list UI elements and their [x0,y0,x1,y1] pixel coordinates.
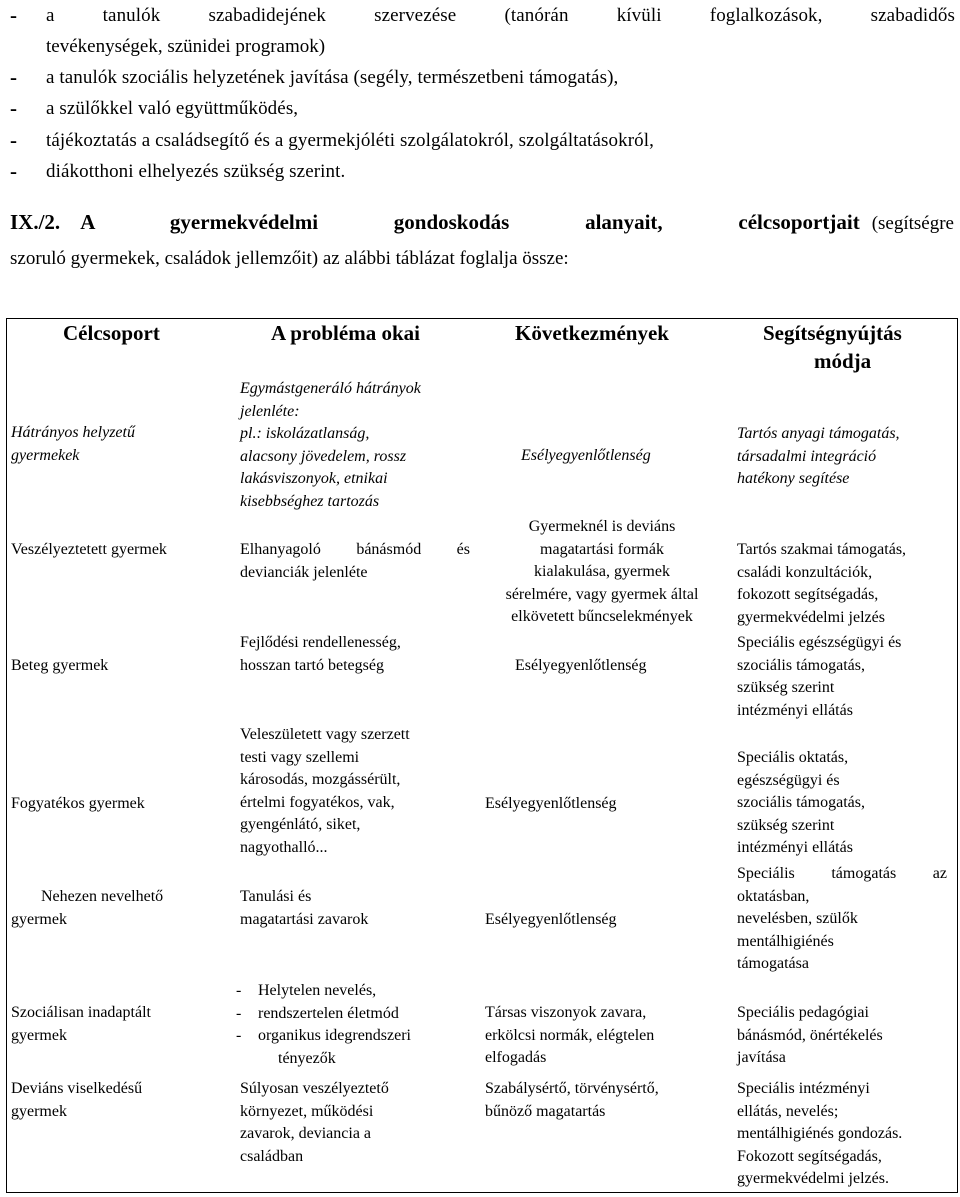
effect-cell: Esélyegyenlőtlenség [521,447,651,464]
help-cell: Speciális támogatás az oktatásban, nevelésben, szülők mentálhigiénés támogatása [737,865,947,972]
cause-cell: Tanulási és magatartási zavarok [240,888,369,928]
cause-cell: - Helytelen nevelés, - rendszertelen életmód - organikus idegrendszeri tényezők [236,982,411,1067]
group-cell: Fogyatékos gyermek [11,795,145,812]
cause-cell: Egymástgeneráló hátrányok jelenléte: pl.: iskolázatlanság, alacsony jövedelem, rossz lakásviszonyok, etnikai kisebbséghez tartozás [240,380,421,510]
effect-cell: Esélyegyenlőtlenség [485,795,617,812]
bullet-list [10,0,955,188]
help-cell: Tartós szakmai támogatás, családi konzultációk, fokozott segítségadás, gyermekvédelmi jelzés [737,541,907,626]
list-item: - diákotthoni elhelyezés szükség szerint. [10,159,346,183]
group-cell: Deviáns viselkedésű gyermek [11,1080,143,1120]
list-item: - a szülőkkel való együttműködés, [10,96,299,120]
header-celcsoport: Célcsoport [63,321,160,345]
help-cell: Speciális egészségügyi és szociális támogatás, szükség szerint intézményi ellátás [737,634,902,719]
effect-cell: Gyermeknél is deviáns magatartási formák kialakulása, gyermek sérelmére, vagy gyermek által elkövetett bűncselekmények [505,518,699,625]
cause-cell: Súlyosan veszélyeztető környezet, működési zavarok, deviancia a családban [240,1080,389,1165]
help-cell: Speciális oktatás, egészségügyi és szociális támogatás, szükség szerint intézményi ellátás [737,749,865,856]
header-problema-okai: A probléma okai [271,321,420,345]
list-item: - a tanulók szabadidejének szervezése (tanórán kívüli foglalkozások, szabadidős [10,3,955,27]
section-number: IX./2. [10,210,61,234]
cause-cell: Elhanyagoló bánásmód és devianciák jelenléte [240,541,470,581]
group-cell: Nehezen nevelhető gyermek [11,888,164,928]
help-cell: Speciális pedagógiai bánásmód, önértékelés javítása [737,1004,883,1066]
group-cell: Szociálisan inadaptált gyermek [11,1004,151,1044]
help-cell: Tartós anyagi támogatás, társadalmi integráció hatékony segítése [737,425,900,487]
cause-cell: Veleszületett vagy szerzett testi vagy szellemi károsodás, mozgássérült, értelmi fogyatékos, vak, gyengénlátó, siket, nagyothalló... [240,726,410,856]
list-item: - a tanulók szociális helyzetének javítása (segély, természetbeni támogatás), [10,64,619,89]
list-item: - tájékoztatás a családsegítő és a gyermekjóléti szolgálatokról, szolgáltatásokról, [10,127,654,152]
cause-cell: Fejlődési rendellenesség, hosszan tartó betegség [240,634,401,674]
section-title: A gyermekvédelmi gondoskodás alanyait, célcsoportjait [80,210,860,234]
group-cell: Veszélyeztetett gyermek [11,541,167,558]
effect-cell: Esélyegyenlőtlenség [515,657,647,674]
effect-cell: Társas viszonyok zavara, erkölcsi normák, elégtelen elfogadás [485,1004,655,1066]
list-item-continuation: tevékenységek, szünidei programok) [46,35,326,57]
section-paren: (segítségre [871,213,954,234]
help-cell: Speciális intézményi ellátás, nevelés; mentálhigiénés gondozás. Fokozott segítségadás, gyermekvédelmi jelzés. [737,1080,903,1187]
header-kovetkezmenyek: Következmények [515,321,669,345]
table-row: Hátrányos helyzetű gyermekek [11,424,135,464]
target-group-table [6,318,958,1193]
header-modja: módja [814,349,872,373]
effect-cell: Esélyegyenlőtlenség [485,911,617,928]
section-line2: szoruló gyermekek, családok jellemzőit) az alábbi táblázat foglalja össze: [10,248,569,269]
effect-cell: Szabálysértő, törvénysértő, bűnöző magatartás [485,1080,659,1120]
header-segitsegnyujtas: Segítségnyújtás [763,321,902,345]
section-heading [10,205,954,276]
group-cell: Beteg gyermek [11,657,109,674]
